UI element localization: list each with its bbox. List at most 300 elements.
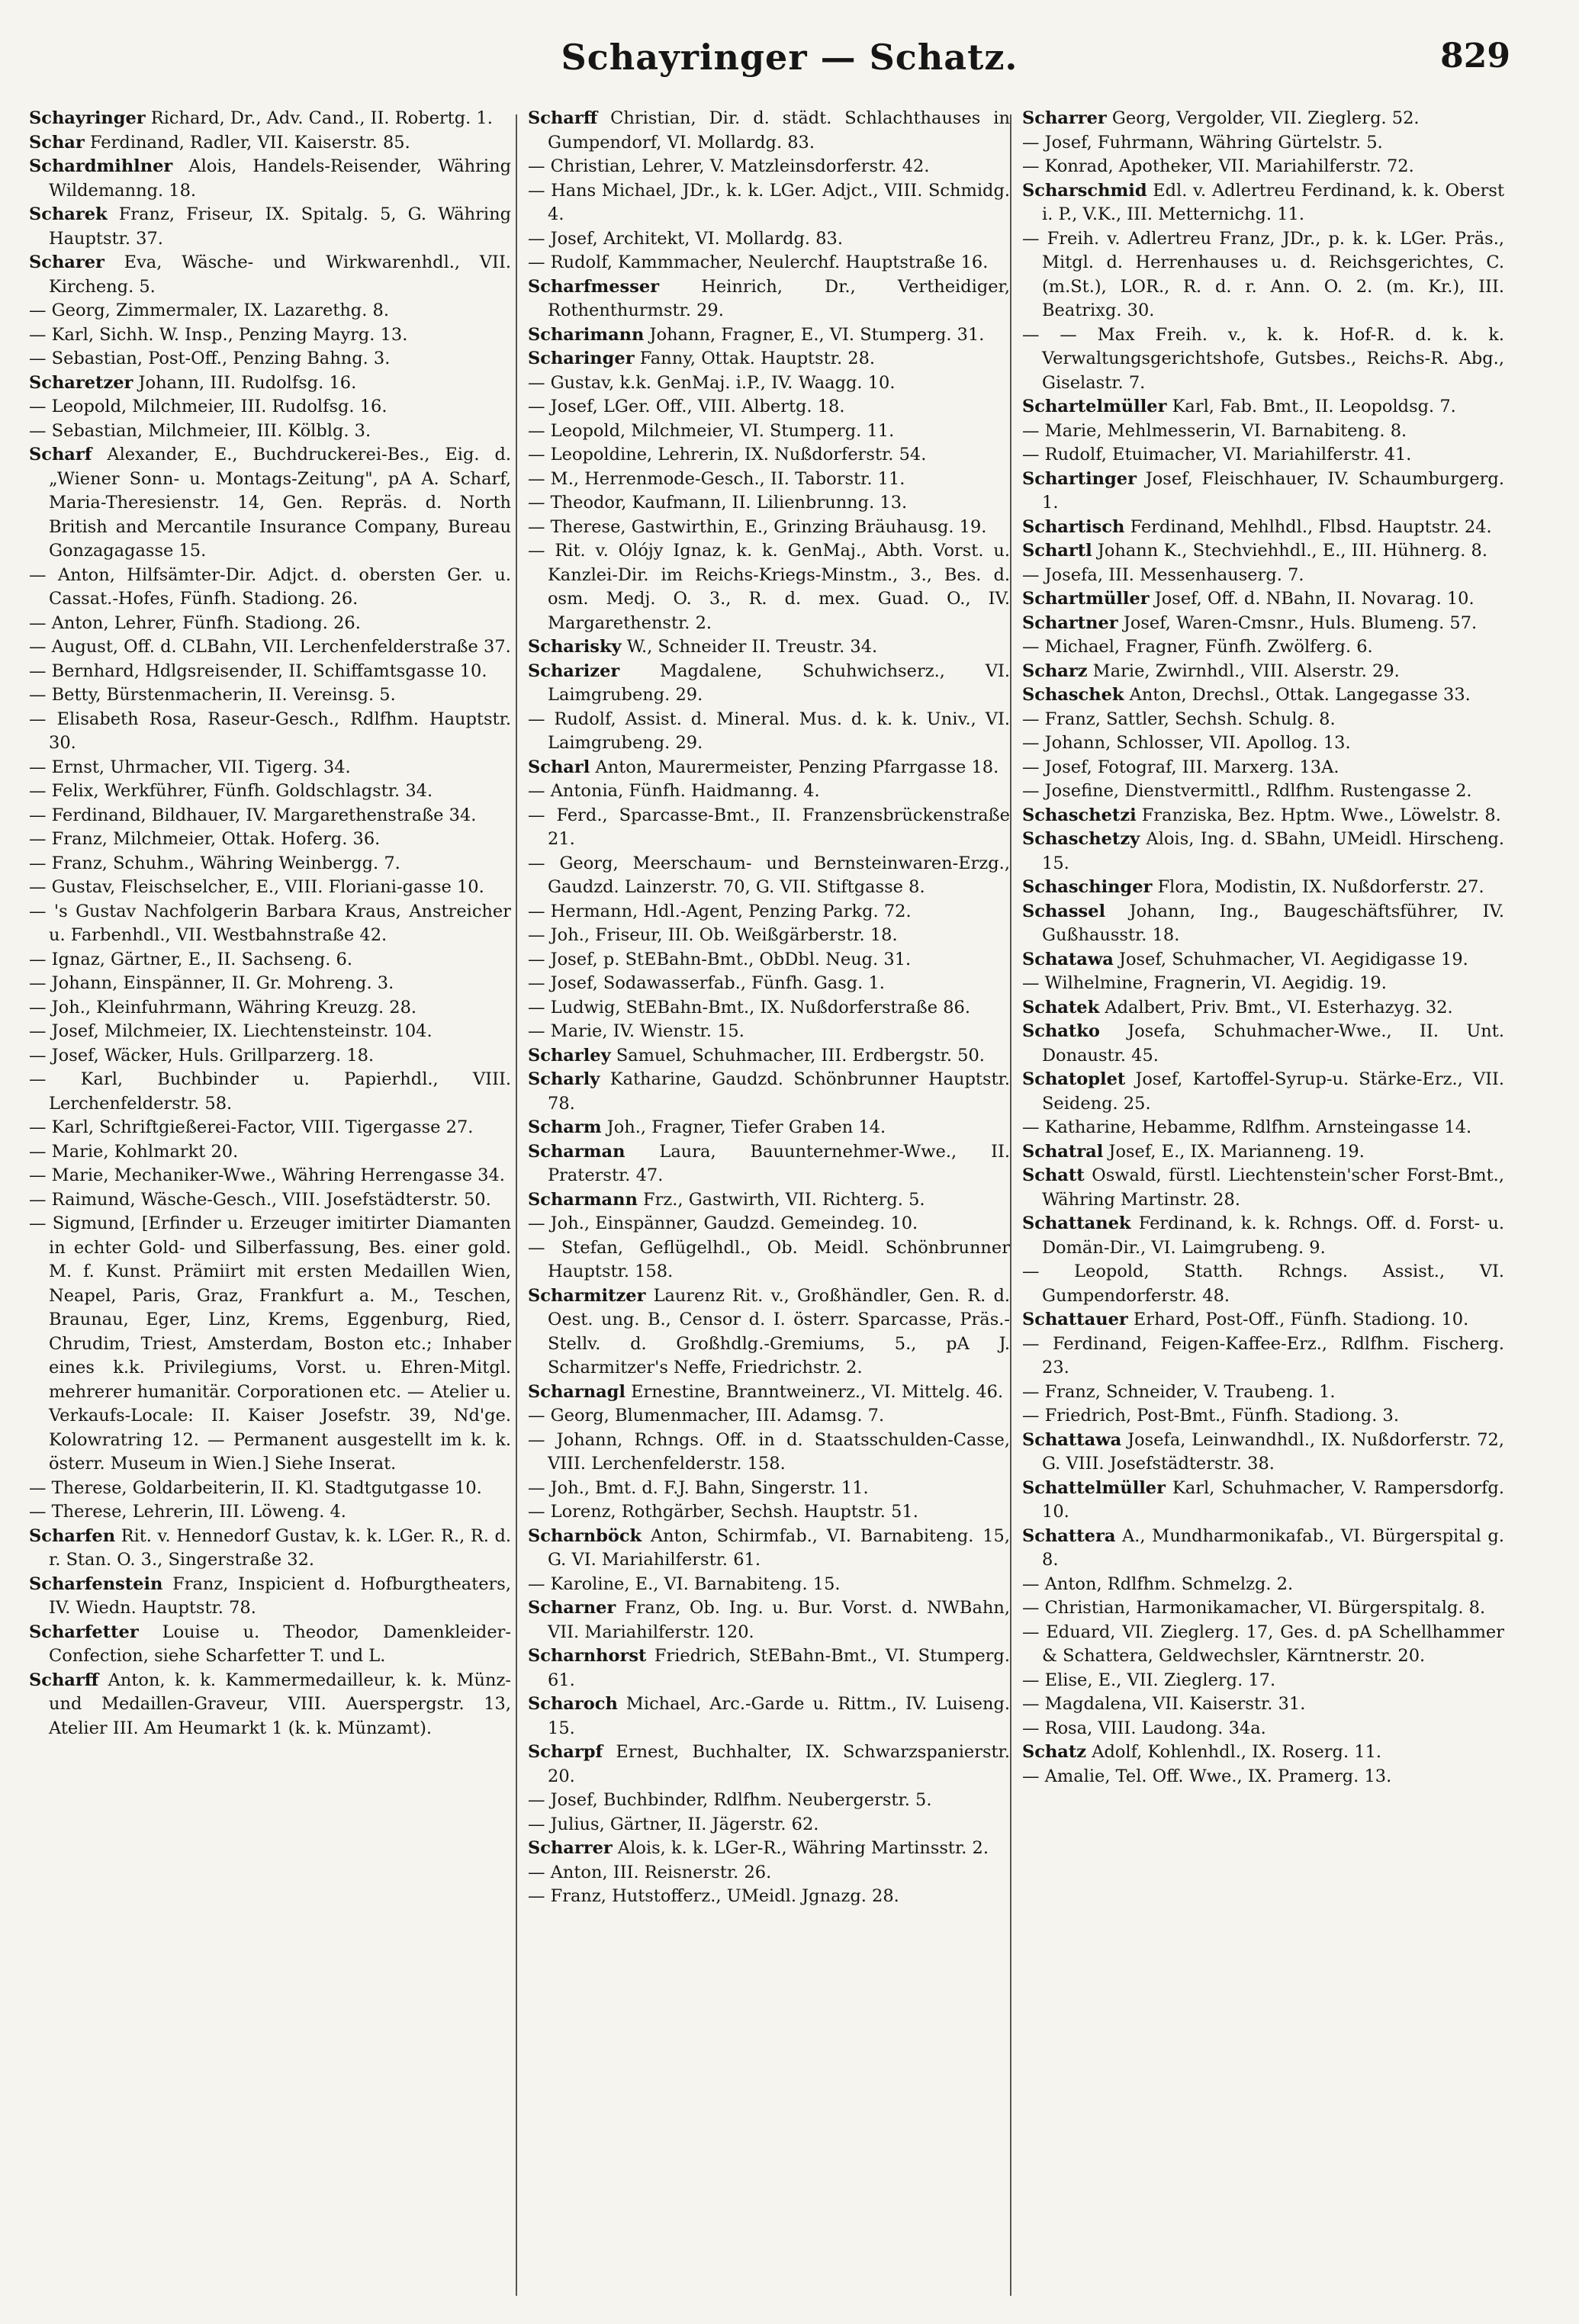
entry-details: — Rit. v. Olójy Ignaz, k. k. GenMaj., Abth. Vorst. u. Kanzlei-Dir. im Reichs-Kriegs-Minstm., 3., Bes. d. osm. Medj. O. 3., R. d. mex. Guad. O., IV. Margarethenstr. 2. — [528, 541, 1010, 633]
directory-entry — [528, 1429, 1010, 1477]
directory-entry — [528, 347, 1010, 371]
directory-entry — [29, 1188, 511, 1213]
entry-surname: Scharly — [528, 1069, 600, 1089]
entry-surname: Schatawa — [1022, 949, 1114, 969]
entry-surname: Scharfetter — [29, 1622, 139, 1642]
directory-entry — [1022, 972, 1504, 996]
entry-surname: Scharinger — [528, 349, 635, 368]
entry-surname: Scharrer — [528, 1838, 613, 1858]
entry-details: W., Schneider II. Treustr. 34. — [621, 637, 878, 657]
directory-entry — [29, 900, 511, 948]
directory-entry — [1022, 1404, 1504, 1429]
directory-entry — [528, 1477, 1010, 1501]
directory-entry — [528, 996, 1010, 1021]
directory-entry — [29, 1621, 511, 1669]
directory-entry — [29, 1573, 511, 1621]
directory-entry — [528, 1068, 1010, 1116]
directory-entry — [528, 107, 1010, 155]
entry-details: Josef, Fleischhauer, IV. Schaumburgerg. 1. — [1042, 468, 1504, 513]
directory-entry — [29, 660, 511, 684]
directory-entry — [528, 1140, 1010, 1188]
entry-details: — Ferdinand, Feigen-Kaffee-Erz., Rdlfhm. Fischerg. 23. — [1022, 1333, 1504, 1377]
directory-entry — [528, 1692, 1010, 1741]
directory-entry — [29, 1212, 511, 1477]
directory-entry — [528, 1020, 1010, 1044]
entry-details: — Leopoldine, Lehrerin, IX. Nußdorferstr. 54. — [528, 445, 927, 464]
entry-details: Louise u. Theodor, Damenkleider-Confection, siehe Scharfetter T. und L. — [49, 1622, 511, 1666]
directory-entry — [1022, 1212, 1504, 1260]
entry-surname: Scharnhorst — [528, 1646, 647, 1666]
directory-entry — [29, 804, 511, 828]
entry-details: Friedrich, StEBahn-Bmt., VI. Stumperg. 61. — [548, 1646, 1010, 1690]
entry-surname: Schartner — [1022, 612, 1118, 633]
entry-details: — Hans Michael, JDr., k. k. LGer. Adjct., VIII. Schmidg. 4. — [528, 180, 1010, 224]
directory-entry — [1022, 1020, 1504, 1068]
directory-entry — [528, 419, 1010, 444]
entry-surname: Scharff — [29, 1670, 99, 1690]
entry-details: Karl, Fab. Bmt., II. Leopoldsg. 7. — [1166, 397, 1456, 416]
entry-details: Laurenz Rit. v., Großhändler, Gen. R. d. Oest. ung. B., Censor d. I. österr. Sparcasse, Präs.-Stellv. d. Großhdlg.-Gremiums, 5., pA J. Scharmitzer's Neffe, Friedrichstr. 2. — [548, 1285, 1010, 1377]
entry-surname: Schartelmüller — [1022, 397, 1167, 416]
directory-entry — [528, 1044, 1010, 1069]
entry-details: — Magdalena, VII. Kaiserstr. 31. — [1022, 1694, 1306, 1714]
entry-details: Edl. v. Adlertreu Ferdinand, k. k. Oberst i. P., V.K., III. Metternichg. 11. — [1042, 180, 1504, 224]
directory-entry — [1022, 1477, 1504, 1525]
entry-surname: Scharoch — [528, 1694, 618, 1714]
directory-entry — [1022, 900, 1504, 948]
directory-entry — [29, 395, 511, 419]
entry-details: — Marie, Mechaniker-Wwe., Währing Herrengasse 34. — [29, 1165, 505, 1185]
directory-entry — [1022, 635, 1504, 660]
entry-details: Josef, Off. d. NBahn, II. Novarag. 10. — [1149, 589, 1474, 609]
entry-details: — Georg, Zimmermaler, IX. Lazarethg. 8. — [29, 301, 389, 320]
entry-surname: Schatt — [1022, 1165, 1085, 1185]
entry-details: — — Max Freih. v., k. k. Hof-R. d. k. k. Verwaltungsgerichtshofe, Gutsbes., Reichs-R. Abg., Giselastr. 7. — [1022, 324, 1504, 393]
directory-entry — [29, 756, 511, 780]
entry-details: — Marie, Mehlmesserin, VI. Barnabiteng. 8. — [1022, 420, 1407, 441]
directory-entry — [1022, 1260, 1504, 1308]
entry-surname: Schatral — [1022, 1141, 1104, 1162]
entry-details: — Felix, Werkführer, Fünfh. Goldschlagstr. 34. — [29, 781, 433, 801]
directory-entry — [1022, 131, 1504, 156]
directory-entry — [29, 419, 511, 444]
directory-entry — [29, 251, 511, 299]
entry-surname: Scharmann — [528, 1189, 638, 1210]
entry-details: — Therese, Lehrerin, III. Löweng. 4. — [29, 1502, 346, 1522]
entry-details: — Johann, Rchngs. Off. in d. Staatsschulden-Casse, VIII. Lerchenfelderstr. 158. — [528, 1429, 1010, 1474]
entry-details: — Josefine, Dienstvermittl., Rdlfhm. Rustengasse 2. — [1022, 781, 1472, 801]
directory-entry — [1022, 1381, 1504, 1405]
directory-entry — [1022, 179, 1504, 227]
entry-details: — Karoline, E., VI. Barnabiteng. 15. — [528, 1573, 841, 1594]
directory-entry — [1022, 828, 1504, 876]
entry-details: — Ludwig, StEBahn-Bmt., IX. Nußdorferstraße 86. — [528, 997, 970, 1017]
entry-details: — Georg, Meerschaum- und Bernsteinwaren-Erzg., Gaudzd. Lainzerstr. 70, G. VII. Stiftgasse 8. — [528, 853, 1010, 897]
entry-details: Franz, Friseur, IX. Spitalg. 5, G. Währing Hauptstr. 37. — [49, 204, 511, 249]
directory-entry — [1022, 1573, 1504, 1597]
directory-entry — [528, 1188, 1010, 1213]
entry-details: — Joh., Friseur, III. Ob. Weißgärberstr. 18. — [528, 925, 898, 945]
directory-entry — [1022, 227, 1504, 323]
entry-surname: Scharner — [528, 1598, 616, 1618]
entry-details: — Josef, LGer. Off., VIII. Albertg. 18. — [528, 397, 845, 416]
directory-entry — [1022, 948, 1504, 972]
directory-entry — [528, 1789, 1010, 1813]
entry-details: — Konrad, Apotheker, VII. Mariahilferstr. 72. — [1022, 156, 1414, 176]
directory-entry — [1022, 539, 1504, 564]
entry-details: Frz., Gastwirth, VII. Richterg. 5. — [637, 1189, 925, 1210]
entry-surname: Scharisky — [528, 637, 622, 657]
entry-details: Anton, k. k. Kammermedailleur, k. k. Münz- und Medaillen-Graveur, VIII. Auerspergstr. 13, Atelier III. Am Heumarkt 1 (k. k. Münzamt). — [49, 1670, 511, 1738]
entry-surname: Scharfmesser — [528, 276, 660, 297]
entry-surname: Schatek — [1022, 997, 1100, 1017]
entry-surname: Scharmitzer — [528, 1285, 646, 1306]
directory-entry — [1022, 660, 1504, 684]
directory-entry — [528, 756, 1010, 780]
entry-details: Ferdinand, k. k. Rchngs. Off. d. Forst- u. Domän-Dir., VI. Laimgrubeng. 9. — [1042, 1213, 1504, 1258]
entry-details: Alois, Ing. d. SBahn, UMeidl. Hirscheng. 15. — [1042, 829, 1504, 873]
entry-surname: Scharm — [528, 1117, 602, 1137]
directory-entry — [1022, 395, 1504, 419]
entry-details: Ferdinand, Mehlhdl., Flbsd. Hauptstr. 24. — [1124, 516, 1492, 537]
entry-surname: Schartisch — [1022, 516, 1125, 537]
entry-details: Karl, Schuhmacher, V. Rampersdorfg. 10. — [1042, 1477, 1504, 1522]
entry-details: — Anton, Lehrer, Fünfh. Stadiong. 26. — [29, 612, 361, 633]
directory-entry — [528, 227, 1010, 252]
directory-entry — [29, 635, 511, 660]
entry-details: — Josef, Sodawasserfab., Fünfh. Gasg. 1. — [528, 973, 885, 993]
entry-details: Adalbert, Priv. Bmt., VI. Esterhazyg. 32. — [1099, 997, 1453, 1017]
directory-entry — [528, 1573, 1010, 1597]
directory-entry — [1022, 1765, 1504, 1789]
entry-details: — M., Herrenmode-Gesch., II. Taborstr. 11. — [528, 468, 905, 489]
directory-entry — [528, 155, 1010, 179]
entry-details: — Sebastian, Milchmeier, III. Kölblg. 3. — [29, 420, 371, 441]
directory-entry — [1022, 1164, 1504, 1212]
entry-details: — Rudolf, Kammmacher, Neulerchf. Hauptstraße 16. — [528, 252, 989, 272]
directory-entry — [29, 972, 511, 996]
entry-details: — Ernst, Uhrmacher, VII. Tigerg. 34. — [29, 757, 351, 777]
entry-surname: Scharz — [1022, 661, 1088, 681]
directory-entry — [29, 131, 511, 156]
entry-surname: Schattawa — [1022, 1429, 1122, 1450]
entry-details: — Theodor, Kaufmann, II. Lilienbrunng. 13. — [528, 493, 908, 513]
entry-surname: Scharimann — [528, 324, 645, 345]
directory-entry — [1022, 876, 1504, 900]
directory-entry — [528, 779, 1010, 804]
entry-details: — Karl, Buchbinder u. Papierhdl., VIII. Lerchenfelderstr. 58. — [29, 1069, 511, 1114]
entry-details: — Marie, IV. Wienstr. 15. — [528, 1021, 744, 1041]
entry-details: — Gustav, k.k. GenMaj. i.P., IV. Waagg. 10. — [528, 372, 896, 393]
directory-entry — [29, 708, 511, 756]
entry-details: Anton, Drechsl., Ottak. Langegasse 33. — [1124, 685, 1471, 705]
entry-surname: Schassel — [1022, 901, 1106, 921]
entry-details: — Gustav, Fleischselcher, E., VIII. Floriani-gasse 10. — [29, 877, 484, 897]
directory-entry — [29, 1525, 511, 1573]
entry-details: — Julius, Gärtner, II. Jägerstr. 62. — [528, 1814, 819, 1834]
entry-details: Franz, Inspicient d. Hofburgtheaters, IV. Wiedn. Hauptstr. 78. — [49, 1573, 511, 1618]
directory-entry — [1022, 1116, 1504, 1140]
entry-details: Richard, Dr., Adv. Cand., II. Robertg. 1. — [145, 108, 493, 128]
directory-entry — [528, 635, 1010, 660]
entry-details: Laura, Bauunternehmer-Wwe., II. Praterstr. 47. — [548, 1141, 1010, 1185]
entry-details: — Franz, Hutstofferz., UMeidl. Jgnazg. 28. — [528, 1886, 899, 1906]
directory-entry — [1022, 731, 1504, 756]
entry-details: — Leopold, Statth. Rchngs. Assist., VI. Gumpendorferstr. 48. — [1022, 1262, 1504, 1306]
entry-details: Michael, Arc.-Garde u. Rittm., IV. Luiseng. 15. — [548, 1694, 1010, 1738]
directory-entry — [528, 468, 1010, 492]
entry-details: — Anton, Hilfsämter-Dir. Adjct. d. obersten Ger. u. Cassat.-Hofes, Fünfh. Stadiong. 26. — [29, 564, 511, 609]
entry-details: A., Mundharmonikafab., VI. Bürgerspital g. 8. — [1042, 1525, 1504, 1570]
entry-details: Rit. v. Hennedorf Gustav, k. k. LGer. R., R. d. r. Stan. O. 3., Singerstraße 32. — [49, 1525, 511, 1570]
directory-entry — [29, 1669, 511, 1741]
directory-entry — [528, 900, 1010, 924]
entry-details: — Antonia, Fünfh. Haidmanng. 4. — [528, 781, 820, 801]
directory-entry — [29, 1500, 511, 1525]
entry-details: — Johann, Schlosser, VII. Apollog. 13. — [1022, 733, 1351, 753]
entry-surname: Scharfenstein — [29, 1573, 163, 1594]
directory-entry — [1022, 1525, 1504, 1573]
entry-details: — Friedrich, Post-Bmt., Fünfh. Stadiong. 3. — [1022, 1406, 1400, 1426]
entry-details: — Josefa, III. Messenhauserg. 7. — [1022, 564, 1304, 585]
directory-entry — [1022, 1140, 1504, 1165]
page-number: 829 — [1440, 37, 1510, 76]
entry-details: — Stefan, Geflügelhdl., Ob. Meidl. Schönbrunner Hauptstr. 158. — [528, 1237, 1010, 1281]
directory-entry — [528, 852, 1010, 900]
directory-entry — [1022, 779, 1504, 804]
entry-details: Josef, Kartoffel-Syrup-u. Stärke-Erz., VII. Seideng. 25. — [1042, 1069, 1504, 1114]
entry-details: — Josef, p. StEBahn-Bmt., ObDbl. Neug. 31. — [528, 949, 912, 969]
entry-surname: Schar — [29, 132, 85, 153]
directory-entry — [1022, 516, 1504, 540]
entry-surname: Scharnböck — [528, 1525, 642, 1546]
entry-details: — Karl, Schriftgießerei-Factor, VIII. Tigergasse 27. — [29, 1117, 474, 1137]
entry-details: — Josef, Fotograf, III. Marxerg. 13A. — [1022, 757, 1339, 777]
directory-entry — [528, 1837, 1010, 1861]
entry-details: Josefa, Schuhmacher-Wwe., II. Unt. Donaustr. 45. — [1042, 1021, 1504, 1066]
entry-surname: Scharschmid — [1022, 180, 1147, 201]
entry-details: Franziska, Bez. Hptm. Wwe., Löwelstr. 8. — [1136, 805, 1501, 825]
directory-entry — [29, 155, 511, 203]
entry-details: Flora, Modistin, IX. Nußdorferstr. 27. — [1152, 877, 1484, 897]
entry-details: Eva, Wäsche- und Wirkwarenhdl., VII. Kircheng. 5. — [49, 252, 511, 297]
entry-details: Anton, Maurermeister, Penzing Pfarrgasse 18. — [590, 757, 999, 777]
entry-details: — Rudolf, Assist. d. Mineral. Mus. d. k. k. Univ., VI. Laimgrubeng. 29. — [528, 709, 1010, 753]
directory-entry — [1022, 1332, 1504, 1381]
directory-entry — [528, 395, 1010, 419]
entry-details: Josef, Waren-Cmsnr., Huls. Blumeng. 57. — [1118, 612, 1478, 633]
directory-entry — [528, 491, 1010, 516]
entry-details: — Therese, Gastwirthin, E., Grinzing Bräuhausg. 19. — [528, 516, 987, 537]
entry-surname: Schaschinger — [1022, 877, 1153, 897]
entry-surname: Schartmüller — [1022, 589, 1150, 609]
entry-surname: Scharf — [29, 445, 92, 464]
entry-surname: Scharfen — [29, 1525, 116, 1546]
entry-details: — Christian, Harmonikamacher, VI. Bürgerspitalg. 8. — [1022, 1598, 1486, 1618]
directory-entry — [29, 323, 511, 348]
directory-entry — [528, 1116, 1010, 1140]
directory-entry — [528, 516, 1010, 540]
directory-entry — [29, 948, 511, 972]
entry-details: Josefa, Leinwandhdl., IX. Nußdorferstr. 72, G. VIII. Josefstädterstr. 38. — [1042, 1429, 1504, 1474]
directory-entry — [528, 275, 1010, 323]
directory-entry — [528, 1236, 1010, 1284]
directory-entry — [29, 443, 511, 564]
entry-details: — Amalie, Tel. Off. Wwe., IX. Pramerg. 13. — [1022, 1766, 1392, 1786]
entry-details: Samuel, Schuhmacher, III. Erdbergstr. 50. — [610, 1045, 985, 1066]
entry-details: Magdalene, Schuhwichserz., VI. Laimgrubeng. 29. — [548, 661, 1010, 705]
directory-entry — [1022, 708, 1504, 732]
directory-entry — [29, 299, 511, 323]
entry-details: — Katharine, Hebamme, Rdlfhm. Arnsteingasse 14. — [1022, 1117, 1472, 1137]
entry-surname: Scharman — [528, 1141, 625, 1162]
entry-details: — Josef, Wäcker, Huls. Grillparzerg. 18. — [29, 1045, 375, 1066]
directory-entry — [29, 852, 511, 876]
entry-details: Adolf, Kohlenhdl., IX. Roserg. 11. — [1086, 1742, 1382, 1762]
entry-details: — Anton, III. Reisnerstr. 26. — [528, 1862, 772, 1882]
entry-details: — Marie, Kohlmarkt 20. — [29, 1141, 239, 1162]
entry-details: — Franz, Schneider, V. Traubeng. 1. — [1022, 1381, 1336, 1402]
entry-details: — Elisabeth Rosa, Raseur-Gesch., Rdlfhm. Hauptstr. 30. — [29, 709, 511, 753]
entry-surname: Scharer — [29, 252, 105, 272]
directory-entry — [1022, 107, 1504, 131]
entry-details: — Leopold, Milchmeier, III. Rudolfsg. 16. — [29, 397, 388, 416]
directory-entry — [1022, 756, 1504, 780]
directory-entry — [1022, 804, 1504, 828]
directory-entry — [1022, 443, 1504, 468]
entry-details: — Franz, Milchmeier, Ottak. Hoferg. 36. — [29, 829, 381, 849]
entry-details: — Josef, Buchbinder, Rdlfhm. Neubergerstr. 5. — [528, 1790, 932, 1810]
running-head: Schayringer — Schatz. — [561, 37, 1018, 78]
directory-entry — [528, 1212, 1010, 1236]
directory-column-1 — [29, 107, 511, 2303]
entry-surname: Schardmihlner — [29, 156, 173, 176]
directory-entry — [528, 1596, 1010, 1644]
directory-entry — [528, 1500, 1010, 1525]
directory-entry — [29, 1044, 511, 1069]
directory-entry — [1022, 564, 1504, 588]
entry-surname: Schartinger — [1022, 468, 1137, 489]
directory-entry — [29, 779, 511, 804]
directory-entry — [1022, 1741, 1504, 1765]
entry-details: Ernestine, Branntweinerz., VI. Mittelg. 46. — [625, 1381, 1004, 1402]
entry-details: — Joh., Einspänner, Gaudzd. Gemeindeg. 10. — [528, 1213, 918, 1233]
entry-details: — Joh., Bmt. d. F.J. Bahn, Singerstr. 11. — [528, 1477, 869, 1498]
directory-entry — [1022, 1669, 1504, 1693]
entry-details: — Freih. v. Adlertreu Franz, JDr., p. k. k. LGer. Präs., Mitgl. d. Herrenhauses u. d. Reichsgerichtes, C. (m.St.), LOR., R. d. r. Ann. O. 2. (m. Kr.), III. Beatrixg. 30. — [1022, 228, 1504, 320]
entry-details: — August, Off. d. CLBahn, VII. Lerchenfelderstraße 37. — [29, 637, 511, 657]
directory-entry — [528, 443, 1010, 468]
entry-details: — Betty, Bürstenmacherin, II. Vereinsg. 5. — [29, 685, 396, 705]
entry-details: — Josef, Milchmeier, IX. Liechtensteinstr. 104. — [29, 1021, 433, 1041]
entry-details: Katharine, Gaudzd. Schönbrunner Hauptstr. 78. — [548, 1069, 1010, 1114]
directory-entry — [1022, 155, 1504, 179]
entry-details: — Ferd., Sparcasse-Bmt., II. Franzensbrückenstraße 21. — [528, 805, 1010, 849]
directory-entry — [29, 347, 511, 371]
entry-details: Franz, Ob. Ing. u. Bur. Vorst. d. NWBahn, VII. Mariahilferstr. 120. — [548, 1598, 1010, 1642]
entry-details: Christian, Dir. d. städt. Schlachthauses in Gumpendorf, VI. Mollardg. 83. — [548, 108, 1010, 153]
directory-entry — [29, 1116, 511, 1140]
directory-entry — [29, 683, 511, 708]
entry-details: Josef, E., IX. Marianneng. 19. — [1103, 1141, 1365, 1162]
entry-details: — Johann, Einspänner, II. Gr. Mohreng. 3. — [29, 973, 394, 993]
directory-entry — [1022, 1692, 1504, 1717]
directory-entry — [1022, 1308, 1504, 1332]
entry-surname: Schaschetzi — [1022, 805, 1137, 825]
entry-details: — Michael, Fragner, Fünfh. Zwölferg. 6. — [1022, 637, 1373, 657]
directory-entry — [1022, 1596, 1504, 1621]
entry-details: Marie, Zwirnhdl., VIII. Alserstr. 29. — [1087, 661, 1400, 681]
entry-surname: Schatz — [1022, 1742, 1087, 1762]
entry-surname: Schattanek — [1022, 1213, 1131, 1233]
entry-details: Ernest, Buchhalter, IX. Schwarzspanierstr. 20. — [548, 1742, 1010, 1786]
directory-entry — [528, 179, 1010, 227]
entry-surname: Scharek — [29, 204, 108, 224]
column-divider — [516, 114, 517, 2296]
entry-details: — Elise, E., VII. Zieglerg. 17. — [1022, 1670, 1276, 1690]
entry-surname: Schattauer — [1022, 1310, 1128, 1329]
entry-surname: Schaschetzy — [1022, 829, 1140, 849]
directory-entry — [528, 1813, 1010, 1837]
directory-entry — [1022, 1717, 1504, 1741]
directory-column-3 — [1022, 107, 1504, 2303]
entry-details: — Bernhard, Hdlgsreisender, II. Schiffamtsgasse 10. — [29, 661, 487, 681]
directory-entry — [528, 948, 1010, 972]
entry-details: — Raimund, Wäsche-Gesch., VIII. Josefstädterstr. 50. — [29, 1189, 491, 1210]
entry-details: Alois, Handels-Reisender, Währing Wildemanng. 18. — [49, 156, 511, 201]
directory-entry — [29, 876, 511, 900]
entry-surname: Scharrer — [1022, 108, 1107, 128]
directory-entry — [29, 107, 511, 131]
directory-entry — [528, 1381, 1010, 1405]
entry-details: — Rosa, VIII. Laudong. 34a. — [1022, 1718, 1266, 1738]
entry-details: — Anton, Rdlfhm. Schmelzg. 2. — [1022, 1573, 1294, 1594]
directory-entry — [528, 924, 1010, 948]
entry-surname: Schattera — [1022, 1525, 1116, 1546]
directory-entry — [1022, 612, 1504, 636]
directory-entry — [528, 804, 1010, 852]
entry-surname: Schartl — [1022, 541, 1092, 561]
entry-details: — Therese, Goldarbeiterin, II. Kl. Stadtgutgasse 10. — [29, 1477, 482, 1498]
directory-entry — [528, 251, 1010, 275]
directory-entry — [29, 1068, 511, 1116]
directory-entry — [528, 323, 1010, 348]
entry-details: — Eduard, VII. Zieglerg. 17, Ges. d. pA Schellhammer & Schattera, Geldwechsler, Kärntnerstr. 20. — [1022, 1622, 1504, 1666]
directory-entry — [29, 1020, 511, 1044]
directory-entry — [528, 1525, 1010, 1573]
directory-entry — [29, 1164, 511, 1188]
entry-surname: Schatko — [1022, 1021, 1100, 1041]
entry-details: Erhard, Post-Off., Fünfh. Stadiong. 10. — [1127, 1310, 1469, 1329]
directory-entry — [29, 828, 511, 852]
entry-details: Johann, Ing., Baugeschäftsführer, IV. Gußhausstr. 18. — [1042, 901, 1504, 945]
entry-details: — Lorenz, Rothgärber, Sechsh. Hauptstr. 51. — [528, 1502, 918, 1522]
entry-details: — Christian, Lehrer, V. Matzleinsdorferstr. 42. — [528, 156, 930, 176]
entry-details: — Rudolf, Etuimacher, VI. Mariahilferstr. 41. — [1022, 445, 1412, 464]
directory-entry — [528, 1644, 1010, 1692]
entry-details: Joh., Fragner, Tiefer Graben 14. — [601, 1117, 886, 1137]
entry-details: Fanny, Ottak. Hauptstr. 28. — [634, 349, 876, 368]
entry-details: — Ignaz, Gärtner, E., II. Sachseng. 6. — [29, 949, 352, 969]
entry-details: — 's Gustav Nachfolgerin Barbara Kraus, Anstreicher u. Farbenhdl., VII. Westbahnstraße 42. — [29, 901, 511, 945]
entry-surname: Scharetzer — [29, 372, 133, 393]
directory-entry — [29, 612, 511, 636]
entry-details: Ferdinand, Radler, VII. Kaiserstr. 85. — [84, 132, 410, 153]
entry-details: — Georg, Blumenmacher, III. Adamsg. 7. — [528, 1406, 885, 1426]
directory-entry — [29, 564, 511, 612]
entry-surname: Schattelmüller — [1022, 1477, 1166, 1498]
page-header — [0, 31, 1579, 114]
